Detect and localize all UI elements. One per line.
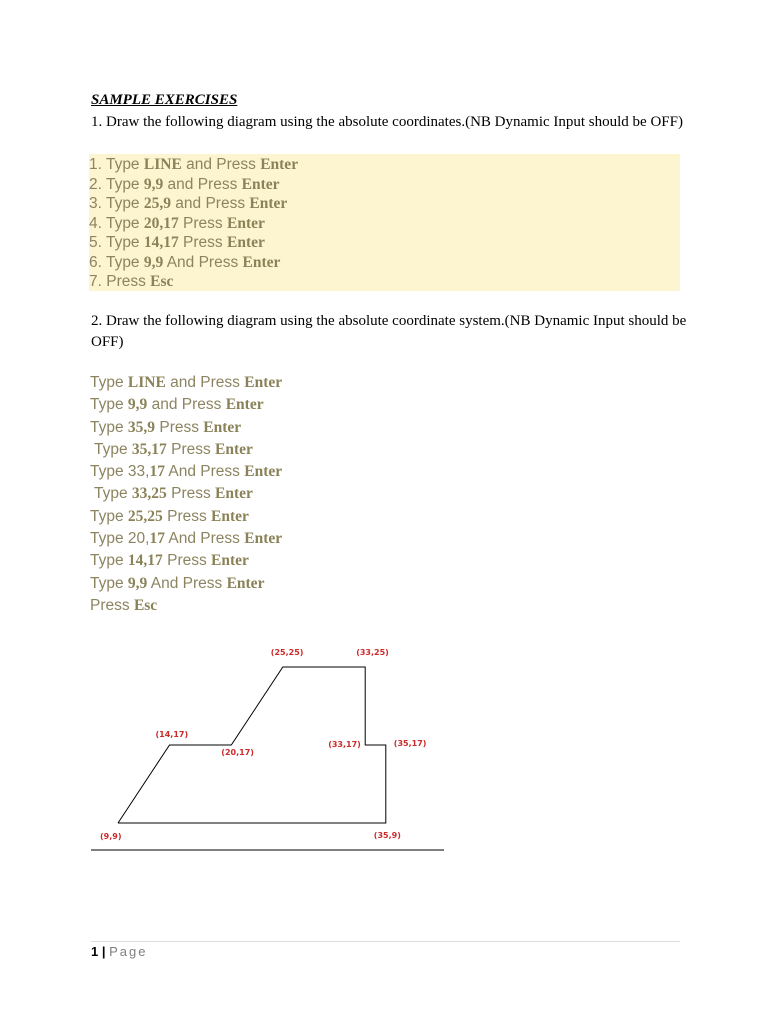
exercise-1-step-mid: Press [178, 214, 227, 232]
exercise-2-step-pre: Type [90, 418, 128, 436]
exercise-2-step-bold: 33,25 [131, 485, 167, 503]
exercise-2-step-bold2: Enter [203, 418, 242, 436]
exercise-1-step-pre: 3. Type [89, 195, 144, 212]
exercise-2-step-bold: 35,17 [131, 440, 167, 458]
exercise-1-step-pre: 4. Type [89, 214, 144, 232]
exercise-2-step-mid: Press [166, 485, 216, 503]
exercise-2-step-bold: 9,9 [127, 396, 148, 414]
exercise-1-prompt: 1. Draw the following diagram using the absolute coordinates.(NB Dynamic Input should be OFF) [91, 114, 683, 130]
exercise-1-step-bold: Esc [150, 273, 174, 290]
exercise-1-step-pre: 5. Type [89, 234, 144, 251]
page-word: Page [109, 944, 148, 959]
exercise-2-step-mid: Press [166, 440, 216, 458]
footer-divider [91, 941, 680, 942]
exercise-1-step-mid: Press [178, 234, 227, 251]
exercise-2-step-mid: And Press [164, 530, 245, 548]
exercise-2-step-pre: Type [94, 485, 132, 503]
page-footer [91, 944, 148, 959]
point-label: (20,17) [221, 748, 254, 757]
exercise-2-step-bold: 14,17 [127, 552, 163, 570]
exercise-2-step-mid: Press [162, 552, 212, 570]
exercise-2-step-pre: Type [90, 396, 128, 414]
exercise-2-step-bold2: Enter [226, 574, 265, 592]
exercise-2-step-bold2: Enter [211, 552, 249, 570]
exercise-2-step-bold2: Enter [244, 463, 283, 481]
exercise-2-step-mid: and Press [147, 396, 226, 414]
footer-separator: | [101, 944, 106, 959]
exercise-2-step-mid: Press [162, 507, 212, 525]
exercise-2-step-bold: 17 [149, 463, 165, 481]
exercise-2-step-pre: Type [94, 440, 132, 458]
point-label: (9,9) [100, 832, 122, 841]
exercise-2-step-bold2: Enter [215, 440, 253, 458]
exercise-1-step-mid: and Press [181, 156, 261, 173]
exercise-1-step-bold2: Enter [226, 214, 265, 232]
exercise-1-step-bold: LINE [143, 156, 182, 173]
exercise-1-step-pre: 6. Type [89, 253, 144, 271]
exercise-1-step-bold2: Enter [241, 175, 280, 193]
exercise-2-step-mid: And Press [164, 463, 245, 481]
exercise-2-step-pre: Press [90, 596, 134, 614]
exercise-2-step-bold: Esc [133, 596, 158, 614]
exercise-2-step-bold: LINE [127, 374, 166, 391]
exercise-2-step-bold2: Enter [244, 374, 283, 391]
exercise-2-step-bold: 25,25 [127, 507, 163, 525]
exercise-1-step-bold2: Enter [242, 253, 281, 271]
point-label: (25,25) [270, 648, 304, 657]
exercise-2-step-bold2: Enter [225, 396, 264, 414]
exercise-2-step-pre: Type 20, [90, 530, 150, 548]
exercise-1-step-mid: and Press [163, 175, 242, 193]
exercise-1-step-bold: 9,9 [143, 175, 164, 193]
exercise-1-step-pre: 7. Press [89, 273, 151, 290]
exercise-2-step-pre: Type 33, [90, 463, 150, 481]
exercise-1-step-bold2: Enter [226, 234, 265, 251]
exercise-2-step-bold2: Enter [244, 530, 283, 548]
exercise-2-step-mid: Press [155, 418, 204, 436]
exercise-2-step-bold2: Enter [211, 507, 249, 525]
exercise-1-step-mid: and Press [171, 195, 250, 212]
exercise-1-step-pre: 1. Type [89, 156, 144, 173]
exercise-2-step-pre: Type [90, 574, 128, 592]
exercise-2-step-pre: Type [90, 507, 128, 525]
exercise-1-step-pre: 2. Type [89, 175, 144, 193]
exercise-1-step-bold: 9,9 [143, 253, 164, 271]
exercise-2-prompt: 2. Draw the following diagram using the absolute coordinate system.(NB Dynamic Input should be OFF) [91, 313, 687, 350]
exercise-1-step-mid: And Press [163, 253, 243, 271]
page-number: 1 [91, 944, 99, 959]
exercise-2-step-bold: 35,9 [127, 418, 156, 436]
exercise-2-step-bold: 17 [149, 530, 165, 548]
exercise-1-step-bold2: Enter [260, 156, 299, 173]
exercise-2-step-mid: And Press [147, 574, 227, 592]
exercise-2-step-pre: Type [90, 552, 128, 570]
exercise-1-step-bold: 14,17 [143, 234, 179, 251]
exercise-2-step-bold: 9,9 [127, 574, 148, 592]
exercise-2-step-bold2: Enter [215, 485, 253, 503]
point-label: (33,25) [356, 648, 389, 657]
point-label: (35,17) [393, 739, 427, 748]
exercise-2-step-mid: and Press [165, 374, 245, 391]
exercise-1-step-bold: 20,17 [143, 214, 179, 232]
exercise-2-step-pre: Type [90, 374, 128, 391]
exercise-1-step-bold2: Enter [249, 195, 288, 212]
point-label: (14,17) [155, 730, 189, 739]
document-heading: SAMPLE EXERCISES [91, 92, 238, 108]
point-label: (33,17) [328, 740, 361, 749]
point-label: (35,9) [373, 831, 401, 840]
exercise-1-step-bold: 25,9 [143, 195, 171, 212]
